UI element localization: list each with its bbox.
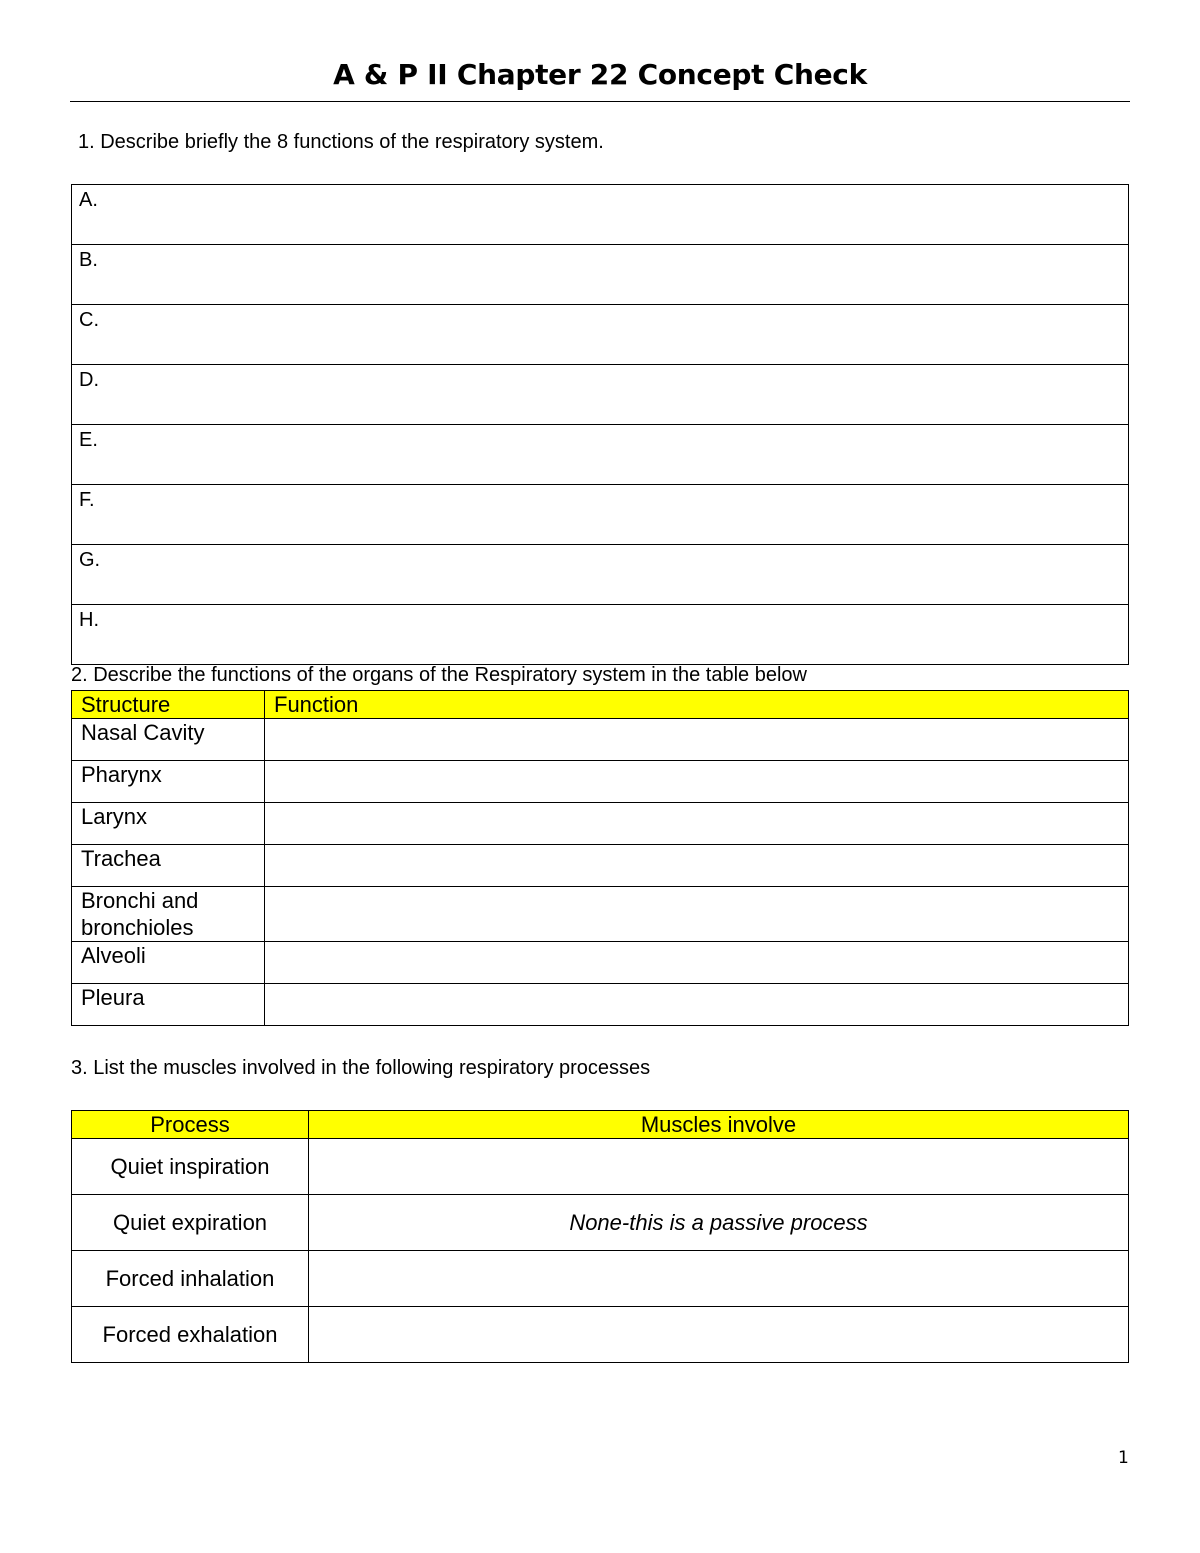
header-function: Function <box>265 691 1129 719</box>
muscles-cell[interactable]: None-this is a passive process <box>309 1195 1129 1251</box>
structure-cell: Nasal Cavity <box>72 719 265 761</box>
muscles-cell[interactable] <box>309 1307 1129 1363</box>
structure-cell: Pharynx <box>72 761 265 803</box>
function-row-f[interactable]: F. <box>72 485 1129 545</box>
function-row-g[interactable]: G. <box>72 545 1129 605</box>
table-row <box>72 761 1129 803</box>
table-row <box>72 803 1129 845</box>
table-row <box>72 365 1129 425</box>
process-cell: Quiet inspiration <box>72 1139 309 1195</box>
function-cell[interactable] <box>265 761 1129 803</box>
function-row-h[interactable]: H. <box>72 605 1129 665</box>
function-row-b[interactable]: B. <box>72 245 1129 305</box>
page-title: A & P II Chapter 22 Concept Check <box>333 58 867 91</box>
function-cell[interactable] <box>265 845 1129 887</box>
table-row <box>72 1139 1129 1195</box>
function-row-d[interactable]: D. <box>72 365 1129 425</box>
function-cell[interactable] <box>265 942 1129 984</box>
table-row <box>72 887 1129 942</box>
table-row <box>72 305 1129 365</box>
table-header-row <box>72 691 1129 719</box>
table-row <box>72 485 1129 545</box>
function-row-a[interactable]: A. <box>72 185 1129 245</box>
table-row <box>72 1307 1129 1363</box>
process-cell: Forced exhalation <box>72 1307 309 1363</box>
process-cell: Quiet expiration <box>72 1195 309 1251</box>
organs-table <box>71 690 1129 1026</box>
function-cell[interactable] <box>265 887 1129 942</box>
question-1-text: 1. Describe briefly the 8 functions of the respiratory system. <box>78 131 604 153</box>
table-row <box>72 984 1129 1026</box>
function-row-e[interactable]: E. <box>72 425 1129 485</box>
muscles-cell[interactable] <box>309 1251 1129 1307</box>
functions-table <box>71 184 1129 665</box>
structure-cell: Bronchi and bronchioles <box>72 887 265 942</box>
table-row <box>72 1195 1129 1251</box>
question-3-text: 3. List the muscles involved in the following respiratory processes <box>71 1057 651 1079</box>
table-row <box>72 719 1129 761</box>
table-row <box>72 1251 1129 1307</box>
table-row <box>72 942 1129 984</box>
header-muscles: Muscles involve <box>309 1111 1129 1139</box>
function-cell[interactable] <box>265 803 1129 845</box>
table-row <box>72 185 1129 245</box>
structure-cell: Larynx <box>72 803 265 845</box>
page-number: 1 <box>1118 1448 1129 1468</box>
header-structure: Structure <box>72 691 265 719</box>
structure-cell: Alveoli <box>72 942 265 984</box>
structure-cell: Trachea <box>72 845 265 887</box>
function-row-c[interactable]: C. <box>72 305 1129 365</box>
muscles-table <box>71 1110 1129 1363</box>
table-row <box>72 545 1129 605</box>
table-row <box>72 425 1129 485</box>
table-row <box>72 845 1129 887</box>
muscles-cell[interactable] <box>309 1139 1129 1195</box>
table-header-row <box>72 1111 1129 1139</box>
title-divider <box>70 101 1130 102</box>
table-row <box>72 245 1129 305</box>
header-process: Process <box>72 1111 309 1139</box>
process-cell: Forced inhalation <box>72 1251 309 1307</box>
table-row <box>72 605 1129 665</box>
function-cell[interactable] <box>265 719 1129 761</box>
question-2-text: 2. Describe the functions of the organs of the Respiratory system in the table below <box>71 664 807 686</box>
function-cell[interactable] <box>265 984 1129 1026</box>
structure-cell: Pleura <box>72 984 265 1026</box>
